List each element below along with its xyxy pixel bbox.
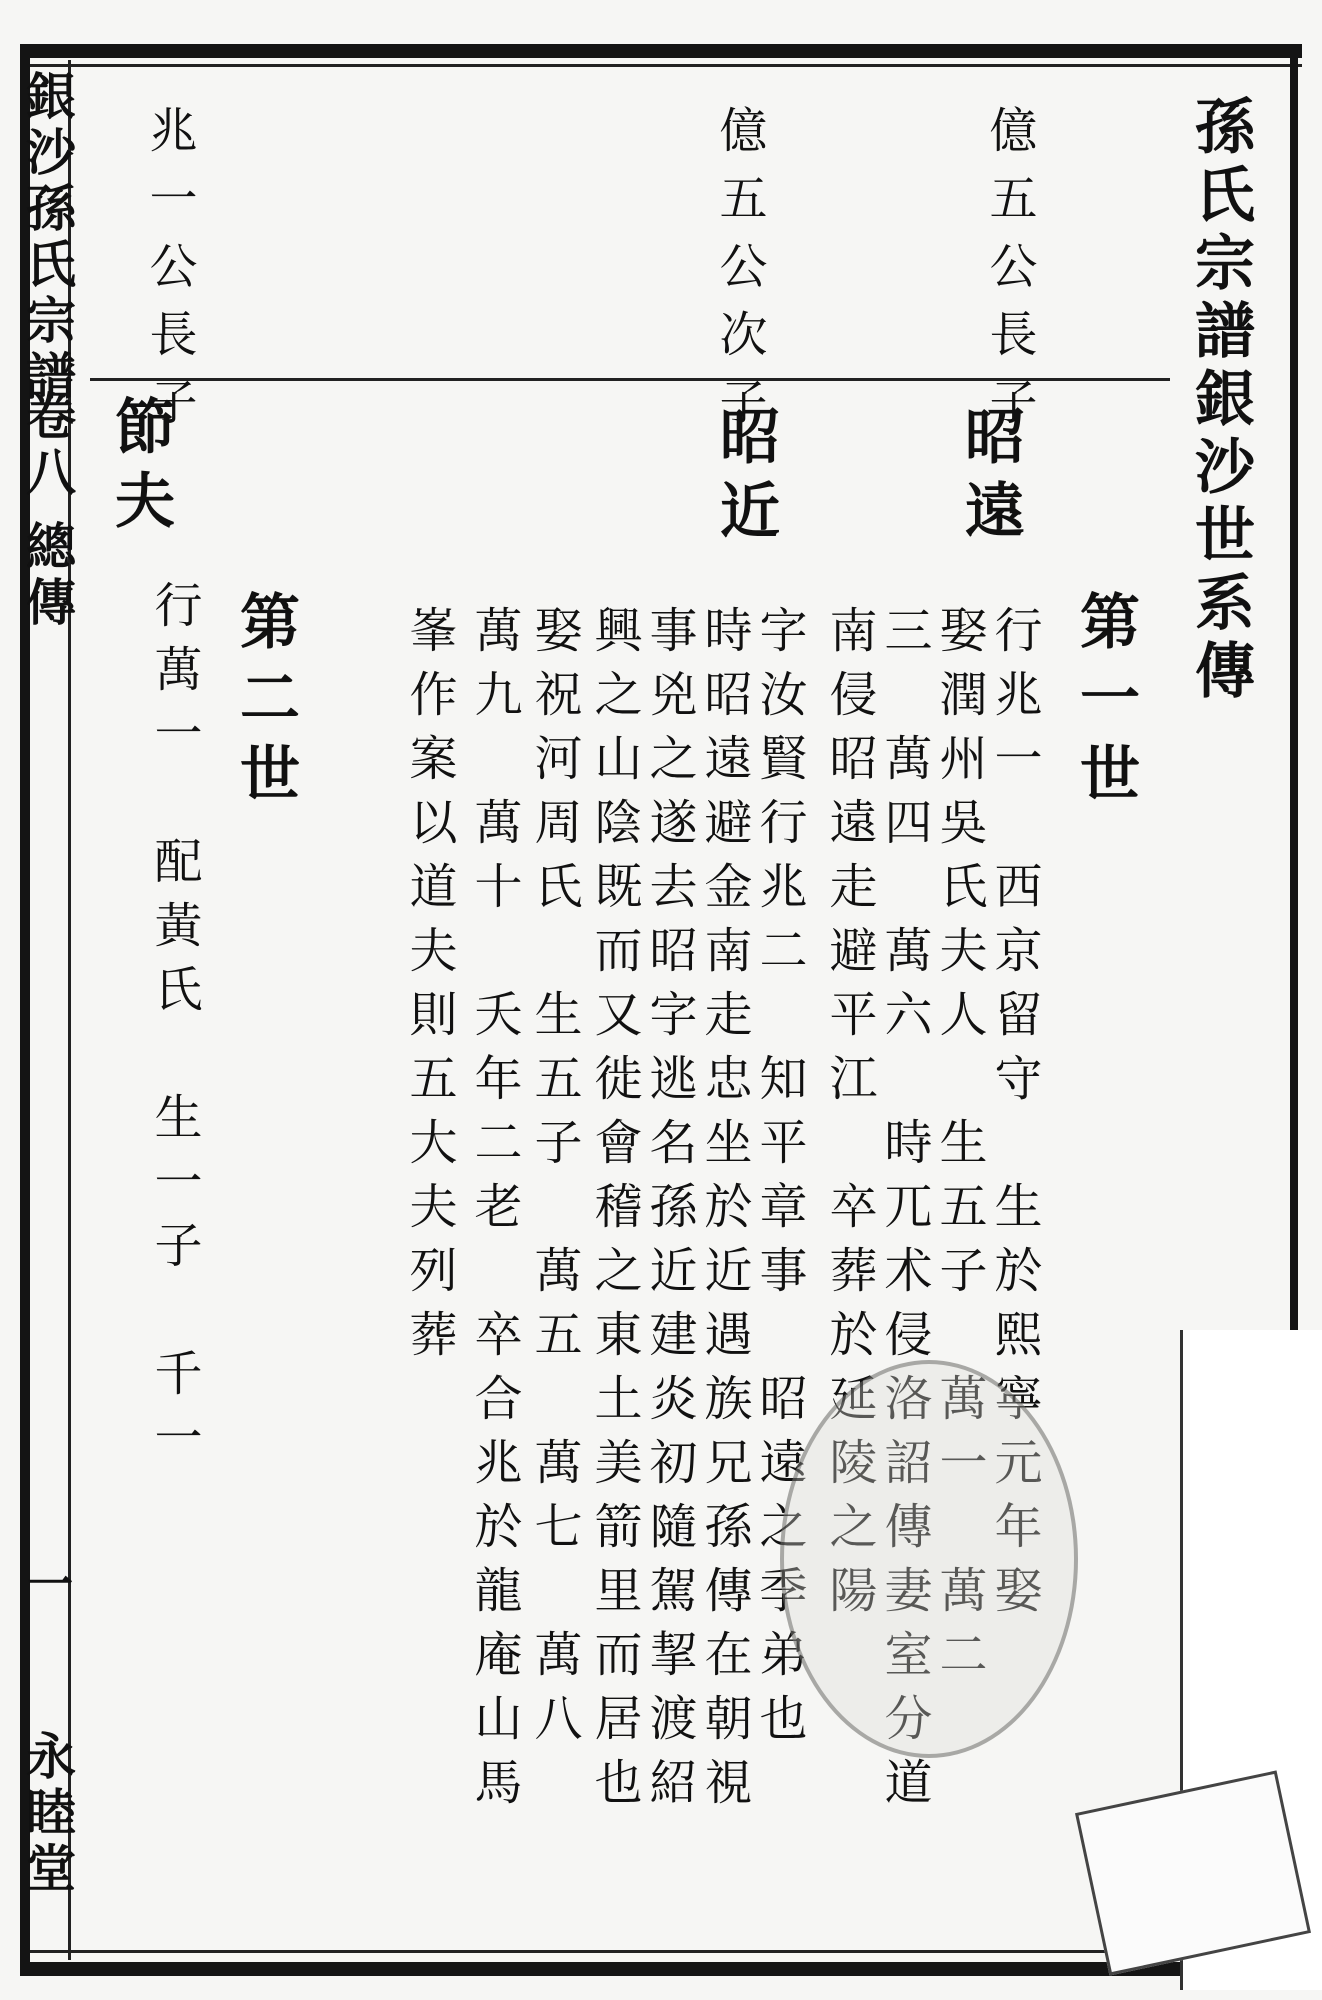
generation-heading-2: 第二世 bbox=[230, 590, 300, 818]
header-note-2: 億五公次子 bbox=[711, 105, 767, 445]
header-note-1: 億五公長子 bbox=[981, 105, 1037, 445]
margin-page-number: 一 bbox=[20, 1560, 74, 1612]
margin-volume: 卷八 bbox=[18, 390, 77, 502]
page-title: 孫氏宗譜銀沙世系傳 bbox=[1185, 95, 1255, 707]
entry-line: 南侵昭遠走避平江 卒葬於延陵之陽 bbox=[821, 605, 877, 1629]
entry-line: 行兆一 西京留守 生於熙寧元年娶 bbox=[986, 605, 1042, 1629]
entry-line: 行萬一 配黃氏 生一子 千一 bbox=[146, 580, 202, 1476]
entry-line: 時昭遠避金南走忠坐於近遇族兄孫傳在朝視 bbox=[696, 605, 752, 1821]
water-stain bbox=[780, 1360, 1078, 1758]
frame-top-inner-border bbox=[20, 64, 1302, 67]
person-name-jiefu: 節夫 bbox=[105, 395, 175, 543]
margin-section: 總傳 bbox=[18, 520, 77, 632]
generation-heading-1: 第一世 bbox=[1070, 590, 1140, 818]
entry-line: 娶潤州吳氏夫人 生五子 萬一 萬二 bbox=[931, 605, 987, 1693]
entry-line: 字汝賢行兆二 知平章事 昭遠之季弟也 bbox=[751, 605, 807, 1757]
person-name-zhaojin: 昭近 bbox=[710, 405, 780, 553]
entry-line: 峯作案以道夫則五大夫列葬 bbox=[401, 605, 457, 1373]
header-note-3: 兆一公長子 bbox=[141, 105, 197, 445]
entry-line: 娶祝河周氏 生五子 萬五 萬七 萬八 bbox=[526, 605, 582, 1757]
frame-top-border bbox=[20, 44, 1302, 58]
margin-hall-name: 永睦堂 bbox=[18, 1730, 77, 1898]
entry-line: 事兇之遂去昭字逃名孫近建炎初隨駕挈渡紹 bbox=[641, 605, 697, 1821]
entry-line: 萬九 萬十 夭年二老 卒合兆於龍庵山馬 bbox=[466, 605, 522, 1821]
person-name-zhaoyuan: 昭遠 bbox=[955, 405, 1025, 553]
margin-book-title: 銀沙孫氏宗譜 bbox=[18, 70, 77, 406]
entry-line: 三 萬四 萬六 時兀术侵洛詔傳妻室分道 bbox=[876, 605, 932, 1821]
frame-right-border bbox=[1290, 44, 1298, 1374]
entry-line: 興之山陰既而又徙會稽之東土美箭里而居也 bbox=[586, 605, 642, 1821]
